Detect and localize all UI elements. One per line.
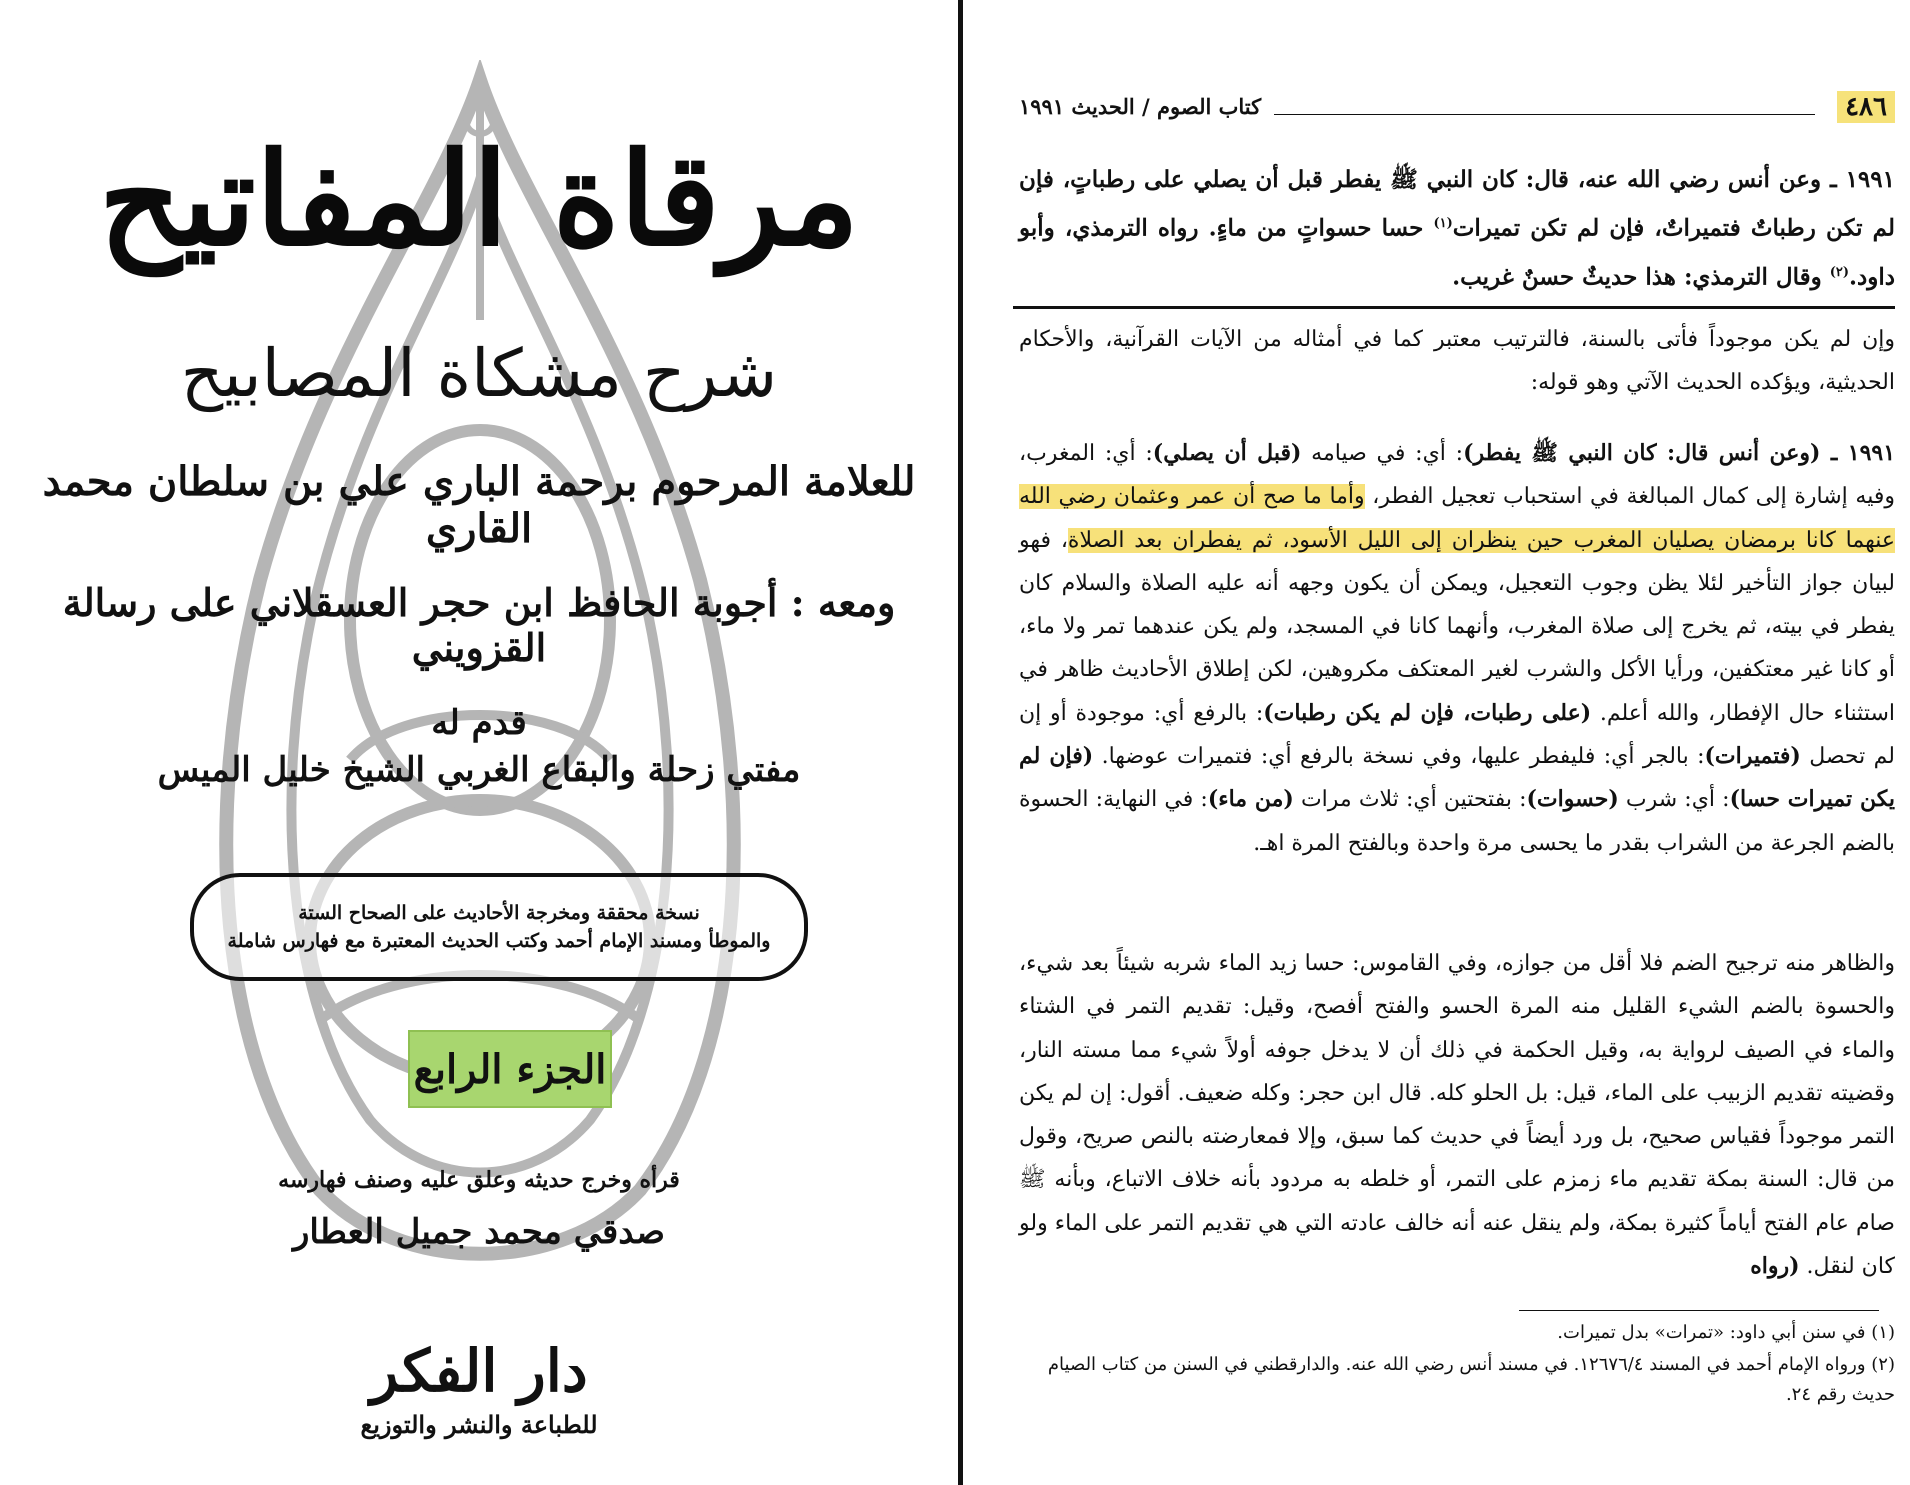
editor-role-line: قرأه وخرج حديثه وعلق عليه وصنف فهارسه [278, 1167, 680, 1193]
publisher-tagline: للطباعة والنشر والتوزيع [360, 1410, 598, 1439]
commentary-paragraph-2 [1019, 432, 1895, 865]
commentary-paragraph-1: وإن لم يكن موجوداً فأتى بالسنة، فالترتيب معتبر كما في أمثاله من الآيات القرآنية، والأحكام الحديثية، ويؤكده الحديث الآتي وهو قوله: [1019, 327, 1895, 395]
page-number: ٤٨٦ [1837, 91, 1895, 123]
hadith-text-b: حسا حسواتٍ من ماءٍ. رواه الترمذي، وأبو داود. [1019, 214, 1895, 291]
commentary-text: : في النهاية: الحسوة بالضم الجرعة من الشراب بقدر ما يحسى مرة واحدة وبالفتح المرة اهـ. [1019, 787, 1895, 856]
quoted-phrase: (من ماء) [1207, 786, 1294, 813]
publisher-logo: دار الفكر [370, 1337, 588, 1405]
commentary-text: : أي: شرب [1618, 787, 1730, 813]
section-rule [1013, 306, 1895, 309]
text-page [963, 0, 1910, 1485]
volume-label: الجزء الرابع [408, 1030, 612, 1108]
hadith-intro: وعن [1778, 166, 1822, 193]
author-line: للعلامة المرحوم برحمة الباري علي بن سلطان محمد القاري [42, 458, 916, 552]
footnote-rule [1519, 1310, 1879, 1311]
editor-name: صدقي محمد جميل العطار [292, 1212, 666, 1252]
presenter-name: مفتي زحلة والبقاع الغربي الشيخ خليل الميس [157, 750, 801, 790]
commentary-text: والظاهر منه ترجيح الضم فلا أقل من جوازه، وفي القاموس: حسا زيد الماء شربه شيئاً بعد شيء، والحسوة بالضم الشيء القليل منه المرة الحسو والفتح أفصح، وقيل: تقديم التمر في الشتاء والماء في الصيف لرواية به، وقيل الحكمة في ذلك أن لا يدخل جوفه أولاً شيء مما مسته النار، وقضيته تقديم الزبيب على الماء، قيل: بل الحلو كله. قال ابن حجر: وكله ضعيف. أقول: إن لم يكن التمر موجوداً فقياس صحيح، بل ورد أيضاً في حديث كما سبق، وإلا فمعارضته بالنص صريح، وقول من قال: السنة بمكة تقديم ماء زمزم على التمر، أو خلطه به مردود بأنه خلاف الاتباع، وبأنه ﷺ صام عام الفتح أياماً كثيرة بمكة، ولم ينقل عنه أنه خالف عادته التي هي تقديم التمر على الماء ولو كان لنقل. [1019, 951, 1895, 1280]
hadith-text-a: أنس رضي الله عنه، قال: كان النبي ﷺ يفطر قبل أن يصلي على رطباتٍ، فإن لم تكن رطباتٌ فتميراتٌ، فإن لم تكن تميرات [1019, 166, 1895, 242]
commentary-text: ، فهو لبيان جواز التأخير لئلا يظن وجوب التعجيل، ويمكن أن يكون وجهه أنه عليه الصلاة والسلام كان يفطر في بيته، ثم يخرج إلى صلاة المغرب، وأنهما كانا في المسجد، ولم يكن عندهما تمر ولا ماء، أو كانا غير معتكفين، ورأيا الأكل والشرب لغير المعتكف مكروهين، لكن إطلاق الأحاديث ظاهر في استثناء حال الإفطار، والله أعلم. [1019, 527, 1895, 726]
appendix-line: ومعه : أجوبة الحافظ ابن حجر العسقلاني على رسالة القزويني [62, 580, 896, 670]
footnote-marker-2: (٢) [1829, 264, 1849, 280]
hadith-text [1019, 158, 1895, 299]
commentary-paragraph-3 [1019, 942, 1895, 1288]
header-rule [1274, 114, 1815, 115]
commentary-text: : بفتحتين أي: ثلاث مرات [1293, 787, 1527, 813]
commentary-text: : بالجر أي: فليفطر عليها، وفي نسخة بالرفع أي: فتميرات عوضها. [1093, 744, 1705, 770]
footnote-1: (١) في سنن أبي داود: «تمرات» بدل تميرات. [1557, 1322, 1895, 1343]
hadith-text-c: وقال الترمذي: هذا حديثٌ حسنٌ غريب. [1452, 263, 1830, 291]
edition-note-line-1: نسخة محققة ومخرجة الأحاديث على الصحاح الستة [298, 901, 700, 924]
quoted-phrase: (فإن لم يكن تميرات حسا) [1019, 743, 1895, 813]
commentary-text: : أي: في صيامه [1301, 441, 1464, 466]
presented-by-label: قدم له [431, 703, 527, 743]
quoted-phrase: (رواه [1750, 1253, 1800, 1280]
quoted-phrase: (حسوات) [1526, 786, 1619, 813]
edition-note-oval [190, 873, 808, 981]
commentary-text: : أي: المغرب، وفيه إشارة إلى كمال المبالغة في استحباب تعجيل الفطر، [1019, 441, 1895, 510]
quoted-phrase: (قبل أن يصلي) [1152, 440, 1302, 466]
footnote-marker-1: (١) [1433, 216, 1453, 231]
quoted-phrase: (على رطبات، فإن لم يكن رطبات) [1263, 699, 1592, 726]
quoted-phrase: (وعن أنس قال: كان النبي ﷺ يفطر) [1463, 440, 1821, 466]
quoted-phrase: (فتميرات) [1704, 743, 1801, 770]
commentary-text: : بالرفع أي: موجودة أو إن لم تحصل [1019, 700, 1895, 770]
highlighted-passage: وأما ما صح أن عمر وعثمان رضي الله عنهما كانا برمضان يصليان المغرب حين ينظران إلى الليل الأسود، ثم يفطران بعد الصلاة [1019, 484, 1895, 553]
page-header [1019, 94, 1895, 124]
running-title: كتاب الصوم / الحديث ١٩٩١ [1019, 94, 1262, 119]
book-title: مرقاة المفاتيح [98, 125, 860, 275]
book-subtitle: شرح مشكاة المصابيح [180, 335, 778, 412]
edition-note-line-2: والموطأ ومسند الإمام أحمد وكتب الحديث المعتبرة مع فهارس شاملة [227, 930, 771, 952]
footnote-2: (٢) ورواه الإمام أحمد في المسند ١٢٦٧٦/٤. في مسند أنس رضي الله عنه. والدارقطني في السنن من كتاب الصيام حديث رقم ٢٤. [1047, 1354, 1895, 1405]
hadith-number: ١٩٩١ ـ [1821, 166, 1895, 193]
commentary-hadith-number: ١٩٩١ ـ [1820, 440, 1896, 466]
